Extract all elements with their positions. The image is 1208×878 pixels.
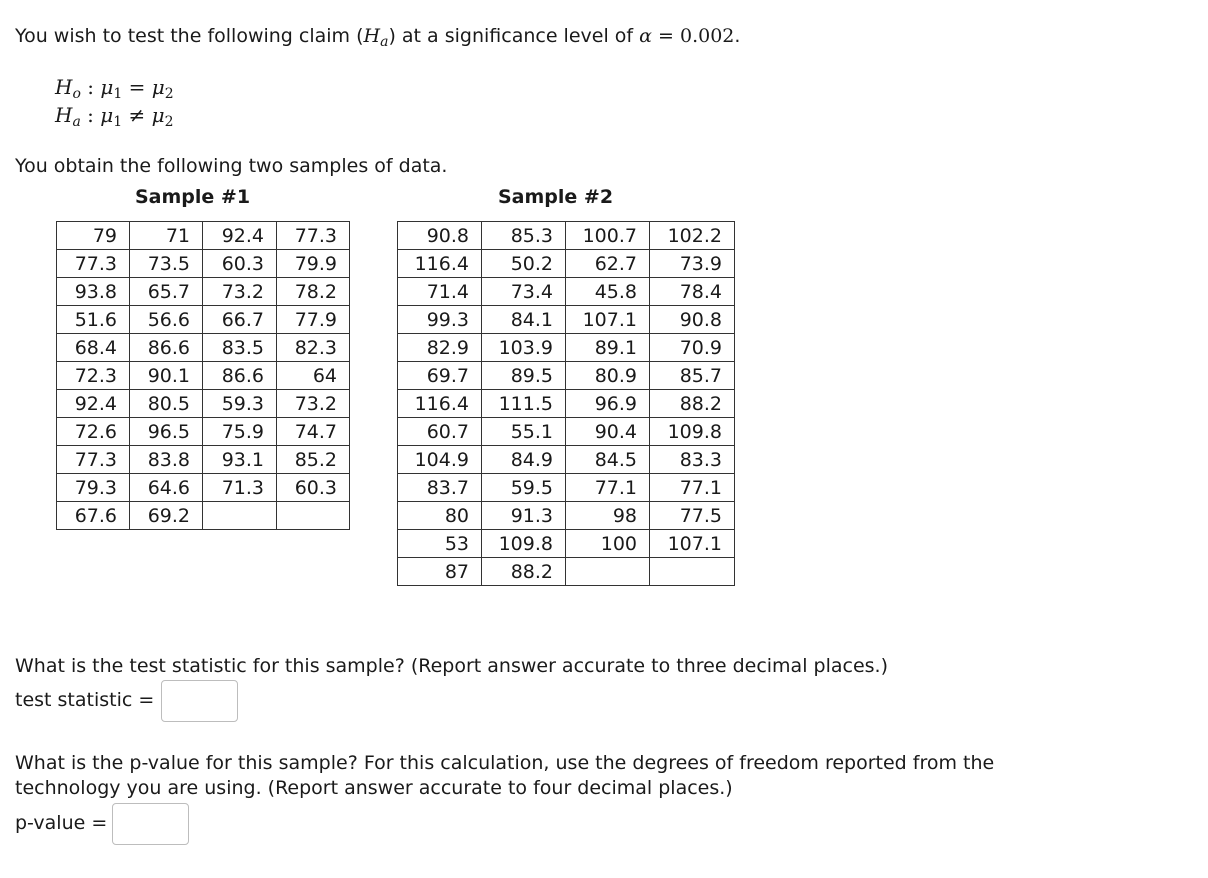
- table-cell: 65.7: [130, 278, 203, 306]
- table-cell: 73.2: [203, 278, 277, 306]
- null-mu2-sub: 2: [164, 86, 174, 102]
- table-cell: 77.3: [277, 222, 350, 250]
- table-cell: 90.8: [398, 222, 482, 250]
- table-cell: 74.7: [277, 418, 350, 446]
- table-cell: 96.9: [566, 390, 650, 418]
- alternative-hypothesis: [55, 103, 174, 130]
- alt-h-symbol: H: [55, 103, 73, 127]
- intro-text-after: .: [734, 25, 741, 47]
- table-cell: 116.4: [398, 250, 482, 278]
- table-row: [398, 558, 735, 586]
- sample2-table: [397, 221, 735, 586]
- table-cell: [203, 502, 277, 530]
- table-row: [398, 530, 735, 558]
- table-cell: [566, 558, 650, 586]
- table-row: [398, 474, 735, 502]
- table-cell: 82.9: [398, 334, 482, 362]
- table-row: [398, 250, 735, 278]
- table-cell: 55.1: [482, 418, 566, 446]
- table-cell: 53: [398, 530, 482, 558]
- table-cell: 85.3: [482, 222, 566, 250]
- obtain-text: You obtain the following two samples of data.: [15, 155, 448, 177]
- alt-not-equals: ≠: [122, 103, 152, 127]
- table-cell: 73.4: [482, 278, 566, 306]
- table-cell: 93.8: [57, 278, 130, 306]
- table-cell: [277, 502, 350, 530]
- table-cell: 92.4: [203, 222, 277, 250]
- sample1-table-body: [57, 222, 350, 530]
- sample1-table: [56, 221, 350, 530]
- table-cell: 88.2: [482, 558, 566, 586]
- table-row: [398, 334, 735, 362]
- table-cell: 85.7: [650, 362, 735, 390]
- table-row: [57, 334, 350, 362]
- null-hypothesis: [55, 75, 174, 102]
- table-cell: 84.1: [482, 306, 566, 334]
- table-cell: 77.1: [566, 474, 650, 502]
- null-equals: =: [122, 75, 152, 99]
- alt-mu1: μ: [100, 103, 114, 127]
- table-row: [57, 502, 350, 530]
- table-cell: 77.3: [57, 250, 130, 278]
- table-cell: 56.6: [130, 306, 203, 334]
- table-cell: 60.3: [277, 474, 350, 502]
- alt-h-subscript: a: [72, 114, 81, 130]
- table-cell: 80.5: [130, 390, 203, 418]
- table-cell: 66.7: [203, 306, 277, 334]
- table-cell: 71.3: [203, 474, 277, 502]
- table-cell: 79: [57, 222, 130, 250]
- table-cell: 59.5: [482, 474, 566, 502]
- null-mu1: μ: [100, 75, 114, 99]
- table-row: [398, 446, 735, 474]
- table-cell: 109.8: [482, 530, 566, 558]
- alt-mu2: μ: [151, 103, 165, 127]
- sample2-table-body: [398, 222, 735, 586]
- table-cell: 80.9: [566, 362, 650, 390]
- table-cell: [650, 558, 735, 586]
- table-cell: 75.9: [203, 418, 277, 446]
- table-cell: 80: [398, 502, 482, 530]
- table-cell: 69.7: [398, 362, 482, 390]
- table-row: [398, 362, 735, 390]
- table-row: [57, 474, 350, 502]
- null-h-symbol: H: [55, 75, 73, 99]
- table-cell: 64: [277, 362, 350, 390]
- table-cell: 103.9: [482, 334, 566, 362]
- table-cell: 79.9: [277, 250, 350, 278]
- table-cell: 77.1: [650, 474, 735, 502]
- table-cell: 69.2: [130, 502, 203, 530]
- intro-sentence: [15, 25, 741, 50]
- table-cell: 72.6: [57, 418, 130, 446]
- table-cell: 59.3: [203, 390, 277, 418]
- table-cell: 98: [566, 502, 650, 530]
- table-cell: 88.2: [650, 390, 735, 418]
- table-cell: 50.2: [482, 250, 566, 278]
- table-cell: 92.4: [57, 390, 130, 418]
- null-mu1-sub: 1: [113, 86, 123, 102]
- table-cell: 60.3: [203, 250, 277, 278]
- p-value-label: p-value =: [15, 812, 108, 834]
- table-cell: 86.6: [130, 334, 203, 362]
- table-cell: 78.2: [277, 278, 350, 306]
- null-colon: :: [80, 75, 101, 99]
- table-cell: 104.9: [398, 446, 482, 474]
- test-statistic-input[interactable]: [161, 680, 238, 722]
- alt-mu1-sub: 1: [113, 114, 123, 130]
- table-cell: 84.5: [566, 446, 650, 474]
- table-cell: 71.4: [398, 278, 482, 306]
- alpha-equals: =: [651, 25, 680, 47]
- table-row: [398, 502, 735, 530]
- table-row: [398, 306, 735, 334]
- table-cell: 86.6: [203, 362, 277, 390]
- table-cell: 109.8: [650, 418, 735, 446]
- intro-text-middle: ) at a significance level of: [388, 25, 640, 47]
- table-cell: 99.3: [398, 306, 482, 334]
- table-cell: 91.3: [482, 502, 566, 530]
- table-cell: 96.5: [130, 418, 203, 446]
- table-cell: 77.9: [277, 306, 350, 334]
- table-row: [57, 222, 350, 250]
- table-cell: 83.8: [130, 446, 203, 474]
- null-mu2: μ: [151, 75, 165, 99]
- table-cell: 83.5: [203, 334, 277, 362]
- table-cell: 45.8: [566, 278, 650, 306]
- table-cell: 73.5: [130, 250, 203, 278]
- table-cell: 90.8: [650, 306, 735, 334]
- table-cell: 83.7: [398, 474, 482, 502]
- alpha-value: 0.002: [679, 25, 735, 47]
- table-cell: 78.4: [650, 278, 735, 306]
- table-cell: 90.1: [130, 362, 203, 390]
- table-cell: 100.7: [566, 222, 650, 250]
- table-row: [398, 222, 735, 250]
- table-cell: 79.3: [57, 474, 130, 502]
- table-row: [57, 306, 350, 334]
- table-row: [398, 390, 735, 418]
- table-cell: 70.9: [650, 334, 735, 362]
- alpha-symbol: α: [639, 25, 652, 47]
- question1-text: What is the test statistic for this sample? (Report answer accurate to three decimal places.): [15, 655, 888, 677]
- table-row: [57, 362, 350, 390]
- table-cell: 62.7: [566, 250, 650, 278]
- claim-subscript: a: [380, 34, 389, 50]
- table-cell: 107.1: [650, 530, 735, 558]
- table-cell: 100: [566, 530, 650, 558]
- table-cell: 85.2: [277, 446, 350, 474]
- table-cell: 64.6: [130, 474, 203, 502]
- table-cell: 84.9: [482, 446, 566, 474]
- table-cell: 102.2: [650, 222, 735, 250]
- alt-colon: :: [80, 103, 101, 127]
- table-cell: 93.1: [203, 446, 277, 474]
- table-cell: 89.5: [482, 362, 566, 390]
- table-row: [57, 446, 350, 474]
- table-row: [398, 278, 735, 306]
- table-cell: 73.2: [277, 390, 350, 418]
- table-cell: 77.5: [650, 502, 735, 530]
- table-row: [57, 250, 350, 278]
- table-cell: 77.3: [57, 446, 130, 474]
- null-h-subscript: o: [72, 86, 81, 102]
- test-statistic-label: test statistic =: [15, 689, 155, 711]
- table-cell: 72.3: [57, 362, 130, 390]
- table-cell: 116.4: [398, 390, 482, 418]
- p-value-input[interactable]: [112, 803, 189, 845]
- table-cell: 67.6: [57, 502, 130, 530]
- table-cell: 87: [398, 558, 482, 586]
- sample1-caption: Sample #1: [135, 186, 251, 208]
- table-cell: 71: [130, 222, 203, 250]
- claim-symbol: H: [363, 25, 381, 47]
- table-row: [57, 278, 350, 306]
- table-cell: 111.5: [482, 390, 566, 418]
- intro-text-before: You wish to test the following claim (: [15, 25, 364, 47]
- question2-text: What is the p-value for this sample? For this calculation, use the degrees of freedom reported from the technology you are using. (Report answer accurate to four decimal places.): [15, 752, 995, 799]
- table-cell: 68.4: [57, 334, 130, 362]
- table-cell: 82.3: [277, 334, 350, 362]
- table-row: [398, 418, 735, 446]
- table-row: [57, 418, 350, 446]
- table-cell: 83.3: [650, 446, 735, 474]
- table-cell: 73.9: [650, 250, 735, 278]
- table-cell: 107.1: [566, 306, 650, 334]
- table-cell: 90.4: [566, 418, 650, 446]
- table-cell: 51.6: [57, 306, 130, 334]
- sample2-caption: Sample #2: [498, 186, 614, 208]
- table-cell: 60.7: [398, 418, 482, 446]
- table-cell: 89.1: [566, 334, 650, 362]
- alt-mu2-sub: 2: [164, 114, 174, 130]
- table-row: [57, 390, 350, 418]
